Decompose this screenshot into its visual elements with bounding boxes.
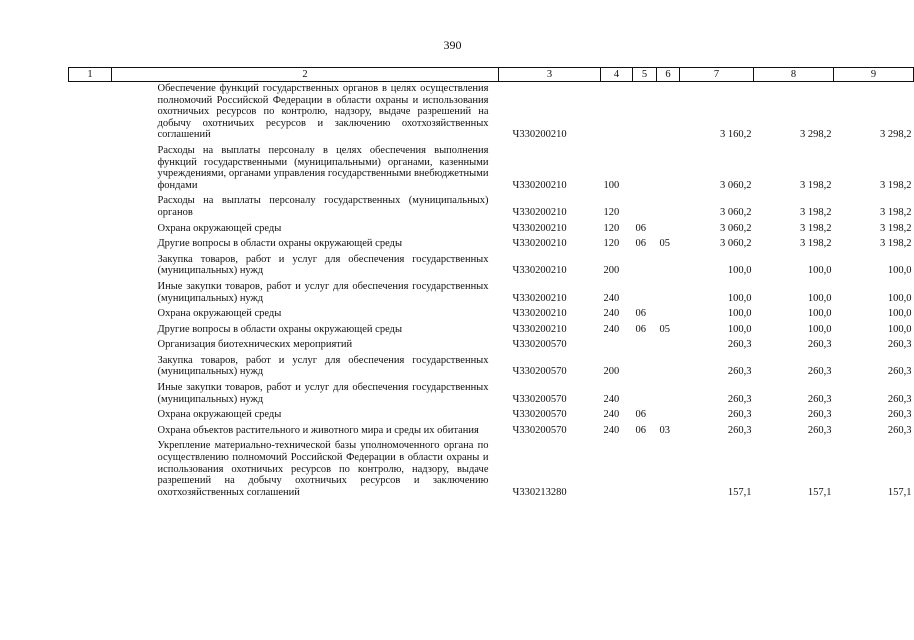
expense-name: Охрана окружающей среды (157, 308, 282, 320)
header-col-4: 4 (601, 68, 633, 82)
expense-name: Организация биотехнических мероприятий (157, 339, 353, 351)
amount-col-7: 3 060,2 (720, 222, 752, 234)
table-row (69, 82, 914, 144)
expense-name: Иные закупки товаров, работ и услуг для обеспечения государственных (муниципальных) нужд (157, 280, 489, 304)
target-article-code: Ч330200210 (512, 179, 567, 191)
section-code (633, 381, 657, 408)
expense-type-code (601, 439, 633, 501)
subsection-code: 03 (659, 424, 670, 436)
expense-type-code: 200 (603, 265, 620, 277)
row-number-cell (69, 194, 112, 221)
section-code: 06 (635, 424, 646, 436)
amount-col-7: 3 060,2 (720, 179, 752, 191)
row-number-cell (69, 144, 112, 194)
target-article-code: Ч330200210 (512, 206, 567, 218)
row-number-cell (69, 222, 112, 238)
row-number-cell (69, 424, 112, 440)
amount-col-9: 3 198,2 (880, 179, 912, 191)
budget-table (68, 67, 914, 501)
subsection-code (657, 439, 680, 501)
amount-col-9: 260,3 (887, 366, 912, 378)
expense-type-code: 240 (603, 292, 620, 304)
target-article-code: Ч330200570 (512, 339, 567, 351)
amount-col-7: 260,3 (727, 424, 752, 436)
amount-col-7: 100,0 (727, 292, 752, 304)
amount-col-9: 100,0 (887, 265, 912, 277)
header-col-5: 5 (633, 68, 657, 82)
amount-col-7: 3 160,2 (720, 129, 752, 141)
header-col-9: 9 (834, 68, 914, 82)
table-row (69, 280, 914, 307)
amount-col-7: 3 060,2 (720, 206, 752, 218)
table-row (69, 408, 914, 424)
subsection-code (657, 354, 680, 381)
subsection-code (657, 280, 680, 307)
expense-type-code: 200 (603, 366, 620, 378)
amount-col-8: 3 198,2 (800, 222, 832, 234)
target-article-code: Ч330200210 (512, 238, 567, 250)
table-row (69, 354, 914, 381)
subsection-code (657, 381, 680, 408)
amount-col-7: 3 060,2 (720, 238, 752, 250)
section-code: 06 (635, 323, 646, 335)
section-code (633, 280, 657, 307)
section-code (633, 82, 657, 144)
amount-col-8: 3 198,2 (800, 179, 832, 191)
subsection-code (657, 82, 680, 144)
section-code (633, 253, 657, 280)
section-code (633, 354, 657, 381)
expense-type-code: 120 (603, 206, 620, 218)
subsection-code (657, 144, 680, 194)
table-row (69, 439, 914, 501)
expense-type-code: 240 (603, 409, 620, 421)
expense-name: Закупка товаров, работ и услуг для обеспечения государственных (муниципальных) нужд (157, 253, 489, 277)
amount-col-8: 157,1 (807, 486, 832, 498)
target-article-code: Ч330200570 (512, 393, 567, 405)
target-article-code: Ч330200210 (512, 292, 567, 304)
amount-col-9: 157,1 (887, 486, 912, 498)
row-number-cell (69, 439, 112, 501)
header-col-3: 3 (499, 68, 601, 82)
expense-name: Охрана окружающей среды (157, 409, 282, 421)
header-col-2: 2 (112, 68, 499, 82)
expense-name: Иные закупки товаров, работ и услуг для обеспечения государственных (муниципальных) нужд (157, 382, 489, 405)
amount-col-9: 3 198,2 (880, 222, 912, 234)
expense-type-code (601, 338, 633, 354)
expense-type-code: 240 (603, 424, 620, 436)
target-article-code: Ч330200210 (512, 323, 567, 335)
subsection-code: 05 (659, 238, 670, 250)
table-row (69, 338, 914, 354)
amount-col-7: 260,3 (727, 339, 752, 351)
expense-type-code: 240 (603, 308, 620, 320)
page-number: 390 (443, 38, 462, 52)
target-article-code: Ч330213280 (512, 486, 567, 498)
amount-col-9: 3 298,2 (880, 129, 912, 141)
section-code: 06 (635, 222, 646, 234)
section-code: 06 (635, 308, 646, 320)
amount-col-9: 260,3 (887, 339, 912, 351)
table-row (69, 253, 914, 280)
section-code (633, 144, 657, 194)
table-row (69, 144, 914, 194)
section-code (633, 194, 657, 221)
table-header (69, 68, 914, 82)
table-row (69, 237, 914, 253)
expense-name: Обеспечение функций государственных органов в целях осуществления полномочий Российской Федерации в области охраны и использования охотничьих ресурсов по контролю, надзору, выдаче разрешений на добычу охотничьих ресурсов и заключению охотхозяйственных соглашений (157, 83, 489, 141)
row-number-cell (69, 381, 112, 408)
header-col-1: 1 (69, 68, 112, 82)
table-row (69, 424, 914, 440)
section-code (633, 439, 657, 501)
subsection-code (657, 307, 680, 323)
subsection-code (657, 253, 680, 280)
header-col-6: 6 (657, 68, 680, 82)
amount-col-9: 260,3 (887, 424, 912, 436)
expense-type-code: 240 (603, 393, 620, 405)
row-number-cell (69, 307, 112, 323)
expense-name: Расходы на выплаты персоналу государственных (муниципальных) органов (157, 195, 489, 218)
subsection-code (657, 222, 680, 238)
row-number-cell (69, 354, 112, 381)
amount-col-8: 3 298,2 (800, 129, 832, 141)
header-col-7: 7 (680, 68, 754, 82)
table-row (69, 222, 914, 238)
section-code (633, 338, 657, 354)
amount-col-9: 100,0 (887, 323, 912, 335)
target-article-code: Ч330200570 (512, 366, 567, 378)
target-article-code: Ч330200210 (512, 222, 567, 234)
amount-col-9: 260,3 (887, 409, 912, 421)
subsection-code (657, 408, 680, 424)
amount-col-7: 260,3 (727, 366, 752, 378)
expense-name: Охрана объектов растительного и животного мира и среды их обитания (157, 424, 479, 436)
table-body (69, 82, 914, 502)
amount-col-8: 100,0 (807, 292, 832, 304)
subsection-code: 05 (659, 323, 670, 335)
amount-col-9: 3 198,2 (880, 206, 912, 218)
row-number-cell (69, 237, 112, 253)
row-number-cell (69, 280, 112, 307)
amount-col-8: 260,3 (807, 409, 832, 421)
amount-col-8: 3 198,2 (800, 206, 832, 218)
section-code: 06 (635, 409, 646, 421)
amount-col-8: 100,0 (807, 308, 832, 320)
section-code: 06 (635, 238, 646, 250)
amount-col-8: 100,0 (807, 323, 832, 335)
subsection-code (657, 338, 680, 354)
target-article-code: Ч330200570 (512, 409, 567, 421)
expense-name: Закупка товаров, работ и услуг для обеспечения государственных (муниципальных) нужд (157, 354, 489, 378)
target-article-code: Ч330200210 (512, 265, 567, 277)
amount-col-9: 100,0 (887, 292, 912, 304)
amount-col-7: 100,0 (727, 323, 752, 335)
row-number-cell (69, 82, 112, 144)
expense-name: Охрана окружающей среды (157, 222, 282, 234)
amount-col-7: 100,0 (727, 308, 752, 320)
row-number-cell (69, 253, 112, 280)
expense-type-code: 240 (603, 323, 620, 335)
amount-col-8: 100,0 (807, 265, 832, 277)
amount-col-8: 260,3 (807, 339, 832, 351)
expense-name: Другие вопросы в области охраны окружающей среды (157, 323, 402, 335)
amount-col-7: 100,0 (727, 265, 752, 277)
expense-type-code (601, 82, 633, 144)
expense-type-code: 100 (603, 179, 620, 191)
amount-col-8: 3 198,2 (800, 238, 832, 250)
table-row (69, 381, 914, 408)
amount-col-8: 260,3 (807, 393, 832, 405)
row-number-cell (69, 408, 112, 424)
target-article-code: Ч330200210 (512, 129, 567, 141)
header-col-8: 8 (754, 68, 834, 82)
table-row (69, 194, 914, 221)
table-row (69, 307, 914, 323)
amount-col-7: 260,3 (727, 409, 752, 421)
row-number-cell (69, 338, 112, 354)
expense-name: Расходы на выплаты персоналу в целях обеспечения выполнения функций государственными (муниципальными) органами, казенными учреждениями, органами управления государственными внебюджетными фондами (157, 144, 489, 191)
amount-col-9: 3 198,2 (880, 238, 912, 250)
target-article-code: Ч330200570 (512, 424, 567, 436)
amount-col-7: 260,3 (727, 393, 752, 405)
table-row (69, 323, 914, 339)
expense-type-code: 120 (603, 238, 620, 250)
amount-col-9: 100,0 (887, 308, 912, 320)
expense-type-code: 120 (603, 222, 620, 234)
amount-col-7: 157,1 (727, 486, 752, 498)
target-article-code: Ч330200210 (512, 308, 567, 320)
expense-name: Другие вопросы в области охраны окружающей среды (157, 238, 402, 250)
amount-col-8: 260,3 (807, 424, 832, 436)
header-row (69, 68, 914, 82)
amount-col-8: 260,3 (807, 366, 832, 378)
expense-name: Укрепление материально-технической базы уполномоченного органа по осуществлению полномочий Российской Федерации в области охраны и использования охотничьих ресурсов по контролю, надзору, выдаче разрешений на добычу охотничьих ресурсов и заключению охотхозяйственных соглашений (157, 440, 489, 498)
subsection-code (657, 194, 680, 221)
amount-col-9: 260,3 (887, 393, 912, 405)
row-number-cell (69, 323, 112, 339)
